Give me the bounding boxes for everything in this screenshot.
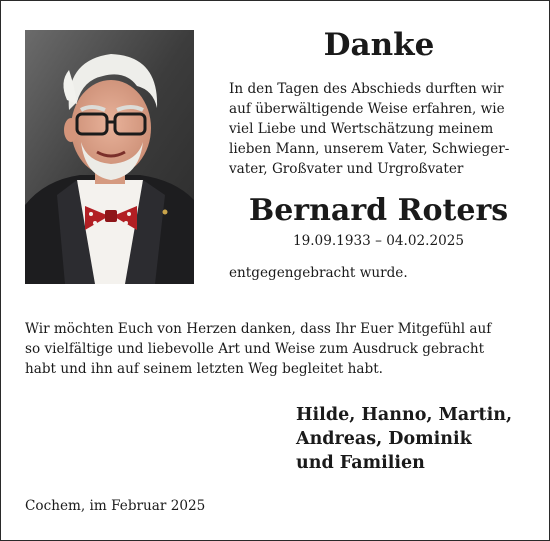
- intro-line: In den Tagen des Abschieds durften wir: [229, 81, 504, 97]
- intro-closing: entgegengebracht wurde.: [229, 265, 408, 281]
- family-line: und Familien: [296, 453, 425, 473]
- family-line: Hilde, Hanno, Martin,: [296, 405, 513, 425]
- thanks-text: [25, 319, 525, 379]
- intro-line: vater, Großvater und Urgroßvater: [229, 161, 464, 177]
- portrait-photo: [25, 30, 194, 284]
- deceased-name: Bernard Roters: [248, 193, 509, 228]
- life-dates: 19.09.1933 – 04.02.2025: [292, 233, 465, 249]
- family-signature: [296, 403, 536, 475]
- intro-line: lieben Mann, unserem Vater, Schwieger-: [229, 141, 510, 157]
- thanks-line: so vielfältige und liebevolle Art und Weise zum Ausdruck gebracht: [25, 341, 485, 357]
- family-line: Andreas, Dominik: [296, 429, 472, 449]
- portrait-illustration: [25, 30, 194, 284]
- intro-line: viel Liebe und Wertschätzung meinem: [229, 121, 494, 137]
- intro-text: [229, 79, 529, 179]
- place-date: Cochem, im Februar 2025: [25, 498, 206, 514]
- notice-title: Danke: [323, 27, 435, 63]
- thanks-line: habt und ihn auf seinem letzten Weg begleitet habt.: [25, 361, 384, 377]
- intro-line: auf überwältigende Weise erfahren, wie: [229, 101, 505, 117]
- thanks-line: Wir möchten Euch von Herzen danken, dass Ihr Euer Mitgefühl auf: [25, 321, 492, 337]
